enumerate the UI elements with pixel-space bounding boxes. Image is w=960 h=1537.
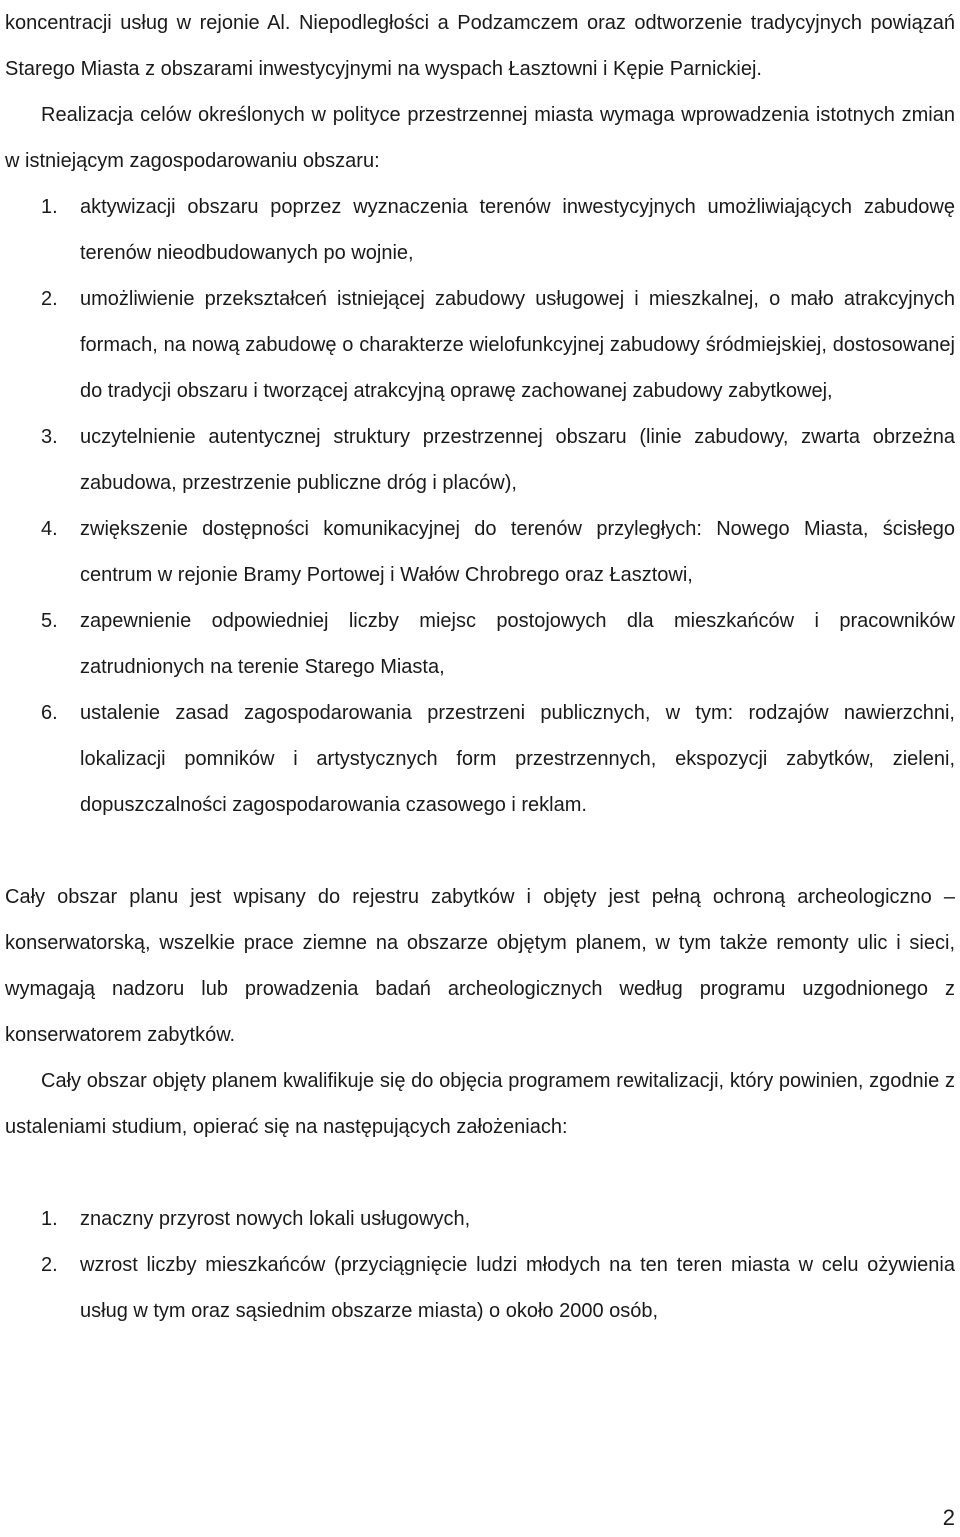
spacer [5, 1150, 955, 1196]
list-item [5, 690, 955, 828]
list-item [5, 506, 955, 598]
list-item [5, 184, 955, 276]
list-item [5, 276, 955, 414]
list-item-number: 2. [41, 288, 58, 310]
goals-intro-paragraph: Realizacja celów określonych w polityce przestrzennej miasta wymaga wprowadzenia istotnych zmian w istniejącym zagospodarowaniu obszaru: [5, 104, 955, 172]
list-item [5, 1196, 955, 1242]
list-item-number: 1. [41, 196, 58, 218]
list-item-text: umożliwienie przekształceń istniejącej zabudowy usługowej i mieszkalnej, o mało atrakcyjnych formach, na nową zabudowę o charakterze wielofunkcyjnej zabudowy śródmiejskiej, dostosowanej do tradycji obszaru i tworzącej atrakcyjną oprawę zachowanej zabudowy zabytkowej, [80, 288, 955, 402]
list-item-number: 6. [41, 702, 58, 724]
list-item-text: ustalenie zasad zagospodarowania przestrzeni publicznych, w tym: rodzajów nawierzchni, lokalizacji pomników i artystycznych form przestrzennych, ekspozycji zabytków, zieleni, dopuszczalności zagospodarowania czasowego i reklam. [80, 702, 955, 816]
revitalization-intro-paragraph: Cały obszar objęty planem kwalifikuje się do objęcia programem rewitalizacji, który powinien, zgodnie z ustaleniami studium, opierać się na następujących założeniach: [5, 1070, 955, 1138]
document-page [5, 0, 955, 1334]
intro-paragraph: koncentracji usług w rejonie Al. Niepodległości a Podzamczem oraz odtworzenie tradycyjnych powiązań Starego Miasta z obszarami inwestycyjnymi na wyspach Łasztowni i Kępie Parnickiej. [5, 12, 955, 80]
list-item [5, 414, 955, 506]
list-item-text: zwiększenie dostępności komunikacyjnej do terenów przyległych: Nowego Miasta, ścisłego centrum w rejonie Bramy Portowej i Wałów Chrobrego oraz Łasztowi, [80, 518, 955, 586]
list-item-text: wzrost liczby mieszkańców (przyciągnięcie ludzi młodych na ten teren miasta w celu ożywienia usług w tym oraz sąsiednim obszarze miasta) o około 2000 osób, [80, 1254, 955, 1322]
list-item [5, 598, 955, 690]
assumptions-list [5, 1196, 955, 1334]
list-item-number: 1. [41, 1208, 58, 1230]
list-item-number: 5. [41, 610, 58, 632]
page-number: 2 [942, 1505, 955, 1530]
list-item-number: 2. [41, 1254, 58, 1276]
heritage-paragraph: Cały obszar planu jest wpisany do rejestru zabytków i objęty jest pełną ochroną archeologiczno – konserwatorską, wszelkie prace ziemne na obszarze objętym planem, w tym także remonty ulic i sieci, wymagają nadzoru lub prowadzenia badań archeologicznych według programu uzgodnionego z konserwatorem zabytków. [5, 886, 955, 1046]
list-item [5, 1242, 955, 1334]
list-item-text: znaczny przyrost nowych lokali usługowych, [80, 1208, 471, 1230]
list-item-text: aktywizacji obszaru poprzez wyznaczenia terenów inwestycyjnych umożliwiających zabudowę terenów nieodbudowanych po wojnie, [80, 196, 955, 264]
spacer [5, 828, 955, 874]
list-item-text: uczytelnienie autentycznej struktury przestrzennej obszaru (linie zabudowy, zwarta obrzeżna zabudowa, przestrzenie publiczne dróg i placów), [80, 426, 955, 494]
list-item-number: 4. [41, 518, 58, 540]
list-item-text: zapewnienie odpowiedniej liczby miejsc postojowych dla mieszkańców i pracowników zatrudnionych na terenie Starego Miasta, [80, 610, 955, 678]
list-item-number: 3. [41, 426, 58, 448]
goals-list [5, 184, 955, 828]
